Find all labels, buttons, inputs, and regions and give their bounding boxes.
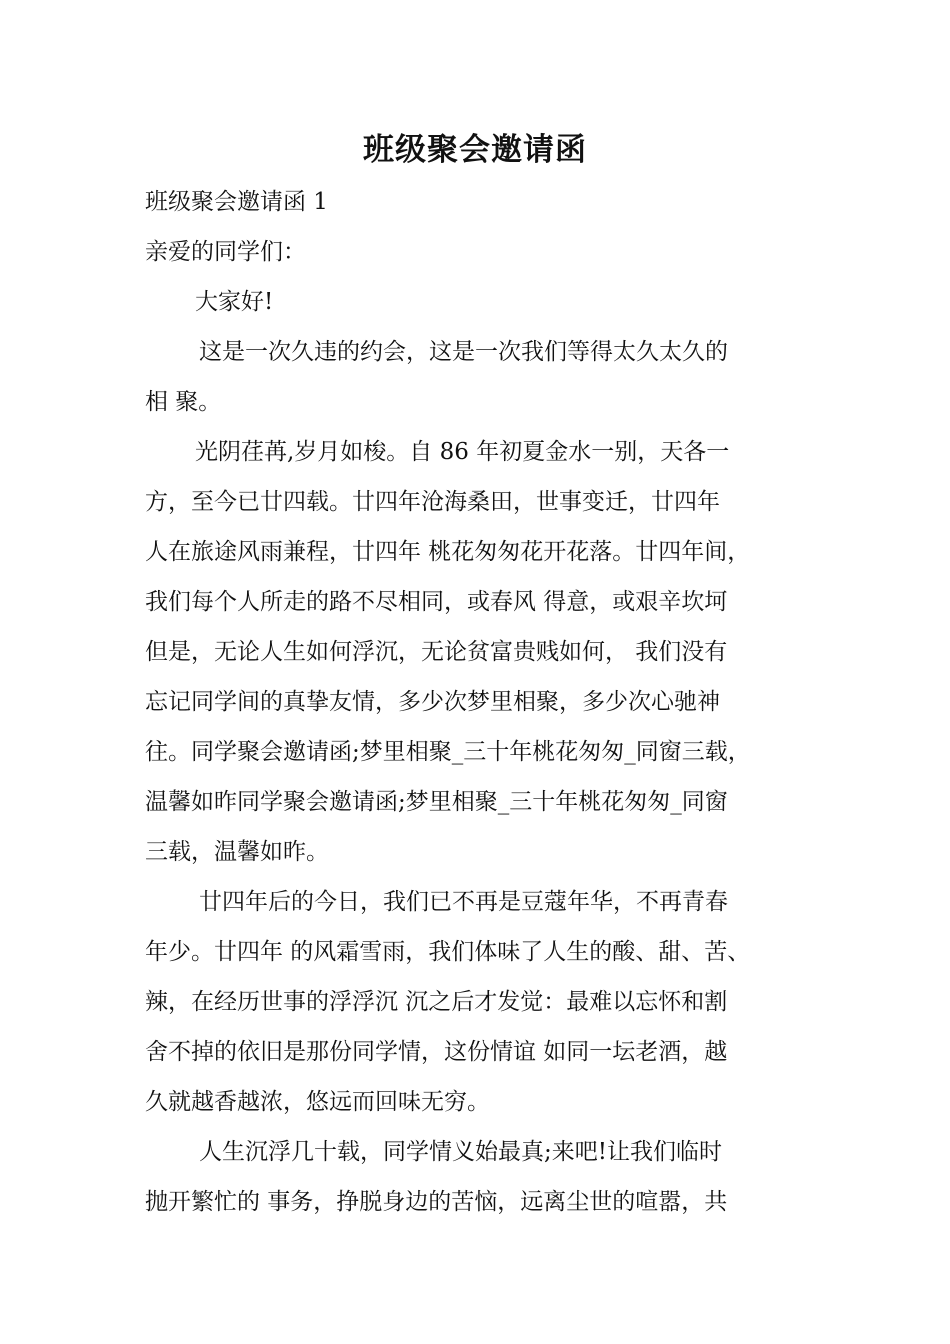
paragraph-line: 辣，在经历世事的浮浮沉 沉之后才发觉：最难以忘怀和割 (145, 989, 728, 1015)
paragraph-line: 人生沉浮几十载，同学情义始最真;来吧!让我们临时 (199, 1139, 722, 1165)
paragraph-line: 相 聚。 (145, 389, 222, 415)
paragraph-line: 方，至今已廿四载。廿四年沧海桑田，世事变迁，廿四年 (145, 489, 720, 515)
document-body (145, 177, 825, 1227)
paragraph-line: 往。同学聚会邀请函;梦里相聚_三十年桃花匆匆_同窗三载， (145, 739, 751, 765)
paragraph-3 (145, 877, 825, 1127)
document-title: 班级聚会邀请函 (363, 132, 587, 168)
paragraph-line: 舍不掉的依旧是那份同学情，这份情谊 如同一坛老酒，越 (145, 1039, 728, 1065)
paragraph-line: 年少。廿四年 的风霜雪雨，我们体味了人生的酸、甜、苦、 (145, 939, 751, 965)
paragraph-4 (145, 1127, 825, 1227)
paragraph-line: 这是一次久违的约会，这是一次我们等得太久太久的 (199, 339, 728, 365)
paragraph-line: 温馨如昨同学聚会邀请函;梦里相聚_三十年桃花匆匆_同窗 (145, 789, 728, 815)
paragraph-2 (145, 427, 825, 877)
paragraph-line: 三载，温馨如昨。 (145, 839, 329, 865)
paragraph-line: 抛开繁忙的 事务，挣脱身边的苦恼，远离尘世的喧嚣，共 (145, 1189, 728, 1215)
paragraph-line: 忘记同学间的真挚友情，多少次梦里相聚，多少次心驰神 (145, 689, 720, 715)
paragraph-line: 久就越香越浓，悠远而回味无穷。 (145, 1089, 490, 1115)
greeting: 大家好! (195, 289, 274, 315)
paragraph-line: 廿四年后的今日，我们已不再是豆蔻年华，不再青春 (199, 889, 728, 915)
paragraph-line: 我们每个人所走的路不尽相同，或春风 得意，或艰辛坎坷 (145, 589, 728, 615)
paragraph-line: 人在旅途风雨兼程，廿四年 桃花匆匆花开花落。廿四年间， (145, 539, 751, 565)
section-heading: 班级聚会邀请函 1 (145, 189, 328, 215)
paragraph-1 (145, 327, 825, 427)
salutation: 亲爱的同学们： (145, 239, 306, 265)
paragraph-line: 但是，无论人生如何浮沉，无论贫富贵贱如何， 我们没有 (145, 639, 728, 665)
paragraph-line: 光阴荏苒,岁月如梭。自 86 年初夏金水一别，天各一 (195, 439, 730, 465)
